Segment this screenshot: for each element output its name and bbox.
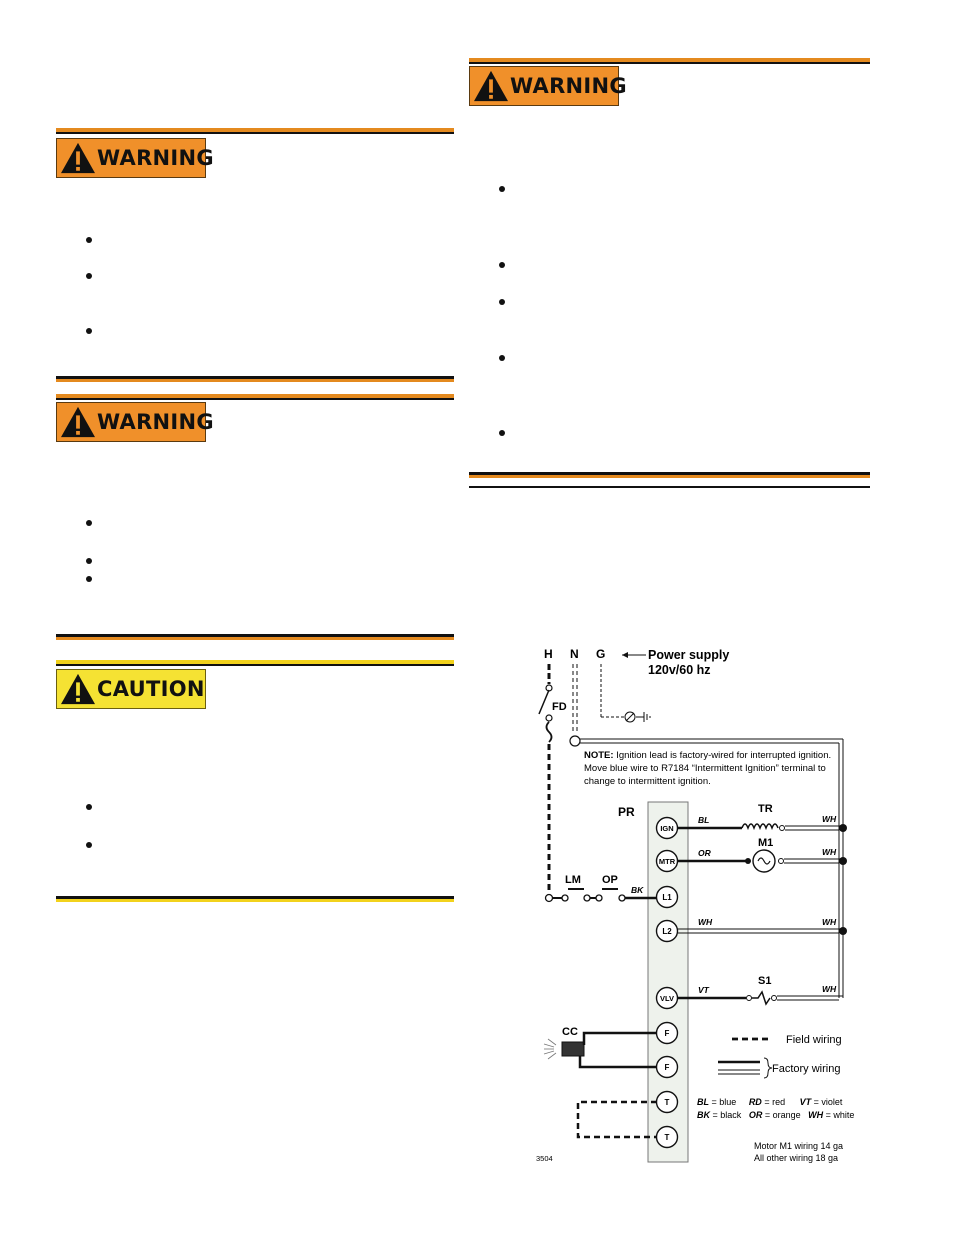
svg-text:L2: L2 xyxy=(662,927,672,936)
wire-label-bk: BK xyxy=(631,885,644,895)
color-key-row1: BL = blue RD = red VT = violet xyxy=(697,1097,843,1107)
transformer-coil-icon xyxy=(742,824,778,828)
tr-label: TR xyxy=(758,803,773,815)
caution-label: CAUTION xyxy=(97,677,205,701)
caution-badge xyxy=(56,669,206,709)
terminal-l2 xyxy=(657,921,678,942)
bullet xyxy=(499,355,505,361)
lm-label: LM xyxy=(565,874,581,886)
bullet xyxy=(86,328,92,334)
wire-label-wh: WH xyxy=(822,917,837,927)
warning-badge xyxy=(469,66,627,106)
warning-label: WARNING xyxy=(97,410,214,434)
svg-text:L1: L1 xyxy=(662,893,672,902)
svg-text:MTR: MTR xyxy=(658,857,676,866)
terminal-h-label: H xyxy=(544,647,553,661)
svg-text:VLV: VLV xyxy=(659,994,675,1003)
terminal-t1 xyxy=(657,1092,678,1113)
wire-label-wh: WH xyxy=(698,917,713,927)
bullet xyxy=(499,186,505,192)
section-rule-top xyxy=(56,394,454,400)
terminal-t2 xyxy=(657,1127,678,1148)
heading-rule xyxy=(469,486,870,488)
power-supply-label: Power supply xyxy=(648,648,730,662)
cc-label: CC xyxy=(562,1026,578,1038)
svg-text:F: F xyxy=(664,1063,670,1072)
section-rule-top xyxy=(56,128,454,134)
m1-label: M1 xyxy=(758,837,774,849)
terminal-f1 xyxy=(657,1023,678,1044)
wire-label-wh: WH xyxy=(822,984,837,994)
pr-label: PR xyxy=(618,805,635,819)
legend-factory-wiring: Factory wiring xyxy=(772,1063,841,1075)
warning-label: WARNING xyxy=(510,74,627,98)
svg-text:T: T xyxy=(664,1098,670,1107)
terminal-mtr xyxy=(657,851,678,872)
section-rule-bottom xyxy=(56,896,454,902)
wire-label-bl: BL xyxy=(698,815,710,825)
wiring-gauge-note1: Motor M1 wiring 14 ga xyxy=(754,1141,844,1151)
bullet xyxy=(86,237,92,243)
solenoid-valve-icon xyxy=(752,992,770,1004)
terminal-vlv xyxy=(657,988,678,1009)
warning-badge xyxy=(56,402,214,442)
wire-label-wh: WH xyxy=(822,847,837,857)
section-rule-bottom xyxy=(56,634,454,640)
note-line2: Move blue wire to R7184 “Intermittent Ignition” terminal to xyxy=(584,763,826,774)
terminal-g-label: G xyxy=(596,647,606,661)
terminal-l1 xyxy=(657,887,678,908)
cad-cell-icon xyxy=(562,1042,584,1056)
s1-label: S1 xyxy=(758,975,772,987)
section-rule-bottom xyxy=(56,376,454,382)
warning-triangle-icon xyxy=(472,69,510,103)
warning-triangle-icon xyxy=(59,405,97,439)
fd-label: FD xyxy=(552,701,567,713)
note-line1: Ignition lead is factory-wired for interrupted ignition. xyxy=(616,750,832,761)
warning-triangle-icon xyxy=(59,141,97,175)
terminal-n-label: N xyxy=(570,647,579,661)
wiring-gauge-note2: All other wiring 18 ga xyxy=(754,1153,839,1163)
wire-label-vt: VT xyxy=(698,985,709,995)
section-rule-top xyxy=(56,660,454,666)
wire-label-or: OR xyxy=(698,848,711,858)
note-line3: change to intermittent ignition. xyxy=(584,776,711,787)
bullet xyxy=(86,558,92,564)
terminal-f2 xyxy=(657,1057,678,1078)
bullet xyxy=(86,576,92,582)
op-label: OP xyxy=(602,874,618,886)
wire-label-wh: WH xyxy=(822,814,837,824)
svg-text:NOTE: Ignition lead is factory xyxy=(584,750,831,761)
svg-text:F: F xyxy=(664,1029,670,1038)
bullet xyxy=(86,842,92,848)
section-rule-top xyxy=(469,58,870,64)
warning-badge xyxy=(56,138,214,178)
bullet xyxy=(499,299,505,305)
terminal-ign xyxy=(657,818,678,839)
color-key-row2: BK = black OR = orange WH = white xyxy=(697,1110,855,1120)
figure-number: 3504 xyxy=(536,1154,553,1163)
warning-label: WARNING xyxy=(97,146,214,170)
section-rule-bottom xyxy=(469,472,870,478)
wiring-diagram xyxy=(530,640,870,1180)
bullet xyxy=(86,804,92,810)
svg-text:IGN: IGN xyxy=(660,824,674,833)
note-bold: NOTE: xyxy=(584,750,614,761)
bullet xyxy=(86,273,92,279)
bullet xyxy=(499,262,505,268)
legend-field-wiring: Field wiring xyxy=(786,1034,842,1046)
svg-text:T: T xyxy=(664,1133,670,1142)
bullet xyxy=(499,430,505,436)
bullet xyxy=(86,520,92,526)
caution-triangle-icon xyxy=(59,672,97,706)
power-supply-rating: 120v/60 hz xyxy=(648,663,711,677)
